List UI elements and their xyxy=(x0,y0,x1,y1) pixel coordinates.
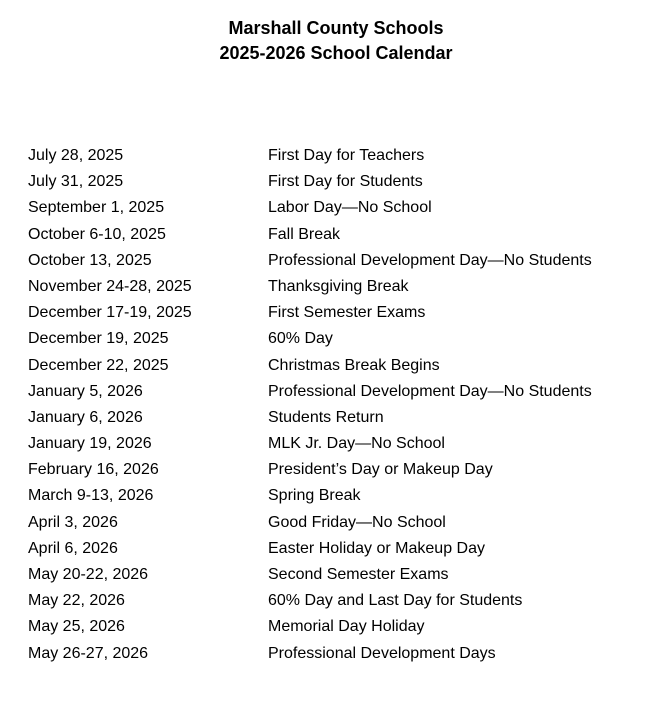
event-row xyxy=(28,538,648,564)
event-description: First Day for Teachers xyxy=(268,147,425,164)
event-description: Professional Development Day—No Students xyxy=(268,382,592,400)
event-description: Spring Break xyxy=(268,487,361,505)
event-date: February 16, 2026 xyxy=(28,461,159,479)
event-date: January 19, 2026 xyxy=(28,435,152,453)
event-description: Second Semester Exams xyxy=(268,566,449,583)
event-row xyxy=(28,485,648,511)
event-description: Memorial Day Holiday xyxy=(268,618,425,636)
event-row xyxy=(28,512,648,538)
event-date: January 5, 2026 xyxy=(28,382,143,400)
school-district-name: Marshall County Schools xyxy=(228,18,444,38)
event-date: December 17-19, 2025 xyxy=(28,304,192,322)
event-date: September 1, 2025 xyxy=(28,199,165,217)
event-date: December 19, 2025 xyxy=(28,330,169,348)
event-date: July 31, 2025 xyxy=(28,173,124,191)
event-row xyxy=(28,224,648,250)
event-date: October 13, 2025 xyxy=(28,251,152,269)
event-description: Professional Development Day—No Students xyxy=(268,251,592,269)
event-date: December 22, 2025 xyxy=(28,356,169,374)
event-description: Christmas Break Begins xyxy=(268,356,440,374)
event-description: 60% Day xyxy=(268,330,333,348)
event-date: May 20-22, 2026 xyxy=(28,566,149,583)
event-date: April 3, 2026 xyxy=(28,513,118,531)
event-description: Students Return xyxy=(268,408,384,426)
event-row xyxy=(28,590,648,616)
event-description: Labor Day—No School xyxy=(268,199,432,217)
event-row xyxy=(28,459,648,485)
event-date: November 24-28, 2025 xyxy=(28,277,192,295)
event-list xyxy=(28,145,648,669)
event-description: First Day for Students xyxy=(268,173,423,191)
event-description: Thanksgiving Break xyxy=(268,277,409,295)
event-date: April 6, 2026 xyxy=(28,539,118,557)
event-description: MLK Jr. Day—No School xyxy=(268,435,445,453)
event-description: Easter Holiday or Makeup Day xyxy=(268,539,485,557)
event-row xyxy=(28,171,648,197)
event-row xyxy=(28,197,648,223)
event-description: Good Friday—No School xyxy=(268,513,446,531)
event-row xyxy=(28,302,648,328)
event-date: October 6-10, 2025 xyxy=(28,225,166,243)
event-date: May 22, 2026 xyxy=(28,592,125,610)
event-row xyxy=(28,145,648,171)
event-description: 60% Day and Last Day for Students xyxy=(268,592,523,610)
event-date: January 6, 2026 xyxy=(28,408,143,426)
event-description: First Semester Exams xyxy=(268,304,426,322)
event-description: Professional Development Days xyxy=(268,644,496,662)
event-date: July 28, 2025 xyxy=(28,147,124,164)
calendar-year-title: 2025-2026 School Calendar xyxy=(219,43,453,63)
event-row xyxy=(28,381,648,407)
event-row xyxy=(28,276,648,302)
event-row xyxy=(28,250,648,276)
event-date: May 26-27, 2026 xyxy=(28,644,149,662)
event-row xyxy=(28,433,648,459)
event-row xyxy=(28,355,648,381)
event-description: President’s Day or Makeup Day xyxy=(268,461,493,479)
event-date: May 25, 2026 xyxy=(28,618,125,636)
event-row xyxy=(28,328,648,354)
event-row xyxy=(28,616,648,642)
event-row xyxy=(28,407,648,433)
event-row xyxy=(28,564,648,590)
event-row xyxy=(28,643,648,669)
event-date: March 9-13, 2026 xyxy=(28,487,154,505)
event-description: Fall Break xyxy=(268,225,341,243)
document-title xyxy=(0,16,672,66)
